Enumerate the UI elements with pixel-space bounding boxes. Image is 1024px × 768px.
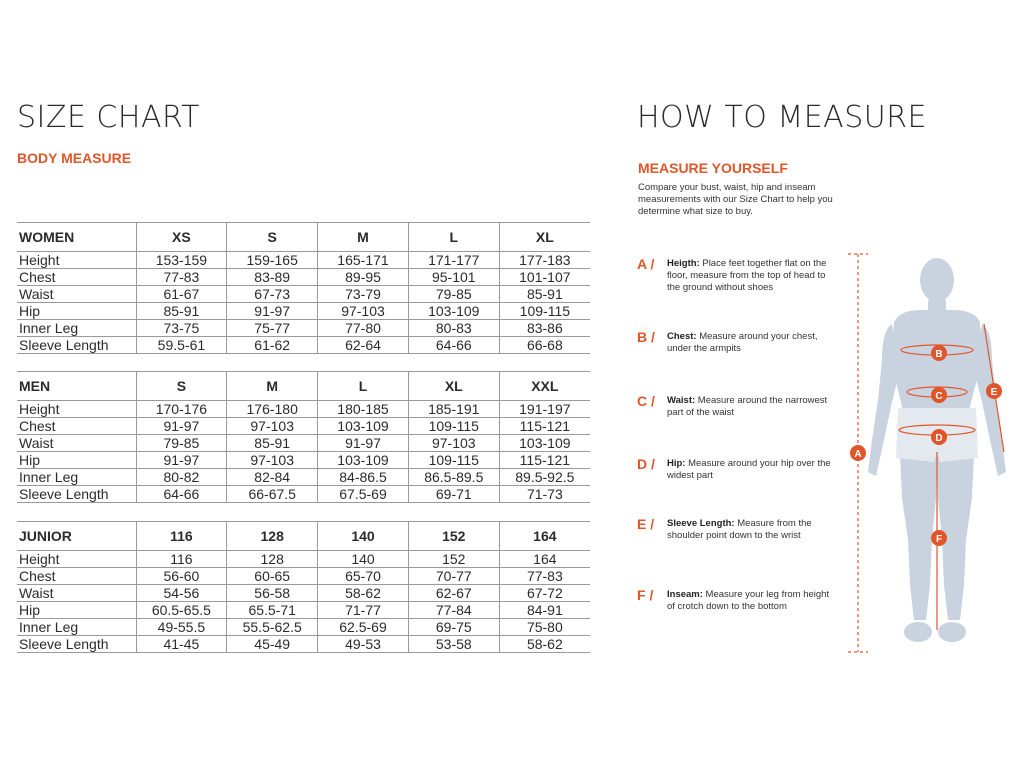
measurement-value: 60-65 (227, 568, 318, 585)
step-letter: C / (637, 393, 655, 409)
marker-d-label: D (935, 433, 943, 444)
table-row (17, 452, 590, 469)
measurement-value: 159-165 (227, 252, 318, 269)
measurement-value: 41-45 (136, 636, 227, 653)
table-row (17, 303, 590, 320)
measurement-value: 91-97 (318, 435, 409, 452)
size-column-header: XL (408, 372, 499, 401)
measurement-label: Chest (17, 269, 136, 286)
measurement-value: 60.5-65.5 (136, 602, 227, 619)
measurement-value: 103-109 (499, 435, 590, 452)
size-column-header: XS (136, 223, 227, 252)
measurement-value: 77-83 (499, 568, 590, 585)
measurement-value: 103-109 (318, 452, 409, 469)
table-row (17, 269, 590, 286)
measurement-value: 66-68 (499, 337, 590, 354)
marker-a-label: A (854, 449, 862, 460)
measurement-label: Sleeve Length (17, 337, 136, 354)
body-measure-subtitle: BODY MEASURE (17, 150, 132, 166)
marker-f-label: F (935, 534, 943, 545)
measurement-value: 73-75 (136, 320, 227, 337)
group-heading: JUNIOR (17, 522, 136, 551)
measurement-value: 109-115 (499, 303, 590, 320)
measurement-label: Sleeve Length (17, 486, 136, 503)
group-heading: WOMEN (17, 223, 136, 252)
step-term: Heigth: (667, 258, 700, 269)
measurement-value: 84-91 (499, 602, 590, 619)
measurement-value: 103-109 (318, 418, 409, 435)
step-description: Measure around your chest, under the armpits (667, 331, 818, 354)
measure-intro-text: Compare your bust, waist, hip and inseam measurements with our Size Chart to help you determine what size to buy. (638, 182, 833, 217)
measurement-value: 79-85 (408, 286, 499, 303)
size-table-junior (17, 521, 590, 653)
size-column-header: 152 (408, 522, 499, 551)
measurement-value: 67.5-69 (318, 486, 409, 503)
measurement-value: 103-109 (408, 303, 499, 320)
measurement-value: 77-84 (408, 602, 499, 619)
measurement-value: 66-67.5 (227, 486, 318, 503)
group-heading: MEN (17, 372, 136, 401)
measurement-label: Hip (17, 452, 136, 469)
measurement-value: 53-58 (408, 636, 499, 653)
measurement-label: Inner Leg (17, 619, 136, 636)
measurement-value: 185-191 (408, 401, 499, 418)
body-measurement-figure (840, 240, 1020, 660)
measurement-value: 64-66 (408, 337, 499, 354)
size-column-header: 164 (499, 522, 590, 551)
step-letter: E / (637, 516, 655, 532)
table-header-row (17, 223, 590, 252)
measurement-value: 84-86.5 (318, 469, 409, 486)
size-column-header: XL (499, 223, 590, 252)
measurement-value: 71-73 (499, 486, 590, 503)
step-term: Sleeve Length: (667, 518, 735, 529)
measurement-value: 49-55.5 (136, 619, 227, 636)
table-row (17, 418, 590, 435)
measurement-value: 64-66 (136, 486, 227, 503)
measurement-label: Sleeve Length (17, 636, 136, 653)
measurement-value: 54-56 (136, 585, 227, 602)
measurement-value: 128 (227, 551, 318, 568)
table-row (17, 320, 590, 337)
size-column-header: 140 (318, 522, 409, 551)
measurement-label: Hip (17, 602, 136, 619)
step-term: Waist: (667, 395, 696, 406)
measurement-value: 97-103 (227, 418, 318, 435)
measurement-value: 62.5-69 (318, 619, 409, 636)
measurement-value: 56-60 (136, 568, 227, 585)
measurement-label: Inner Leg (17, 469, 136, 486)
measurement-value: 95-101 (408, 269, 499, 286)
measurement-value: 69-75 (408, 619, 499, 636)
measurement-value: 153-159 (136, 252, 227, 269)
measurement-value: 77-83 (136, 269, 227, 286)
measurement-value: 191-197 (499, 401, 590, 418)
measurement-label: Height (17, 252, 136, 269)
step-term: Chest: (667, 331, 697, 342)
measurement-value: 89-95 (318, 269, 409, 286)
measurement-label: Height (17, 551, 136, 568)
step-description: Measure around your hip over the widest part (667, 458, 831, 481)
size-column-header: S (136, 372, 227, 401)
measurement-value: 83-89 (227, 269, 318, 286)
measurement-value: 176-180 (227, 401, 318, 418)
table-row (17, 551, 590, 568)
measurement-value: 85-91 (499, 286, 590, 303)
measurement-value: 71-77 (318, 602, 409, 619)
measurement-value: 59.5-61 (136, 337, 227, 354)
measurement-label: Hip (17, 303, 136, 320)
measurement-value: 67-72 (499, 585, 590, 602)
measurement-value: 69-71 (408, 486, 499, 503)
measurement-value: 180-185 (318, 401, 409, 418)
measurement-value: 73-79 (318, 286, 409, 303)
measurement-value: 152 (408, 551, 499, 568)
size-column-header: M (318, 223, 409, 252)
table-row (17, 636, 590, 653)
size-column-header: L (408, 223, 499, 252)
measurement-value: 89.5-92.5 (499, 469, 590, 486)
step-term: Inseam: (667, 589, 703, 600)
marker-e-label: E (990, 387, 998, 398)
measurement-value: 49-53 (318, 636, 409, 653)
measurement-value: 91-97 (227, 303, 318, 320)
measurement-value: 91-97 (136, 452, 227, 469)
table-row (17, 337, 590, 354)
measurement-value: 61-67 (136, 286, 227, 303)
measurement-value: 97-103 (318, 303, 409, 320)
measurement-value: 58-62 (499, 636, 590, 653)
measurement-value: 75-80 (499, 619, 590, 636)
measurement-value: 62-67 (408, 585, 499, 602)
measurement-value: 115-121 (499, 452, 590, 469)
size-table-women (17, 222, 590, 354)
marker-c-label: C (935, 391, 943, 402)
measurement-value: 82-84 (227, 469, 318, 486)
measurement-label: Chest (17, 418, 136, 435)
measurement-value: 115-121 (499, 418, 590, 435)
table-row (17, 435, 590, 452)
step-letter: A / (637, 256, 655, 272)
measurement-value: 91-97 (136, 418, 227, 435)
size-column-header: 128 (227, 522, 318, 551)
measurement-value: 101-107 (499, 269, 590, 286)
size-column-header: M (227, 372, 318, 401)
measurement-value: 97-103 (227, 452, 318, 469)
step-description: Measure from the shoulder point down to the wrist (667, 518, 812, 541)
how-to-measure-title: HOW TO MEASURE (637, 100, 928, 135)
table-row (17, 286, 590, 303)
size-column-header: XXL (499, 372, 590, 401)
table-row (17, 585, 590, 602)
measurement-value: 65-70 (318, 568, 409, 585)
step-letter: B / (637, 329, 655, 345)
step-description: Measure around the narrowest part of the waist (667, 395, 828, 418)
step-letter: F / (637, 587, 654, 603)
size-column-header: 116 (136, 522, 227, 551)
measurement-value: 58-62 (318, 585, 409, 602)
size-column-header: S (227, 223, 318, 252)
measurement-value: 80-83 (408, 320, 499, 337)
measurement-label: Waist (17, 286, 136, 303)
measurement-value: 62-64 (318, 337, 409, 354)
measurement-value: 109-115 (408, 418, 499, 435)
table-row (17, 469, 590, 486)
measurement-value: 77-80 (318, 320, 409, 337)
measurement-value: 83-86 (499, 320, 590, 337)
measurement-value: 61-62 (227, 337, 318, 354)
measurement-value: 140 (318, 551, 409, 568)
measure-yourself-subtitle: MEASURE YOURSELF (638, 160, 788, 176)
size-column-header: L (318, 372, 409, 401)
measurement-value: 177-183 (499, 252, 590, 269)
measurement-label: Inner Leg (17, 320, 136, 337)
measurement-value: 45-49 (227, 636, 318, 653)
measurement-value: 85-91 (136, 303, 227, 320)
measurement-value: 65.5-71 (227, 602, 318, 619)
measurement-value: 170-176 (136, 401, 227, 418)
step-term: Hip: (667, 458, 686, 469)
step-description: Place feet together flat on the floor, measure from the top of head to the ground without shoes (667, 258, 827, 293)
table-row (17, 619, 590, 636)
table-row (17, 568, 590, 585)
step-letter: D / (637, 456, 655, 472)
measurement-value: 70-77 (408, 568, 499, 585)
table-row (17, 602, 590, 619)
measurement-value: 85-91 (227, 435, 318, 452)
measurement-value: 56-58 (227, 585, 318, 602)
measurement-value: 109-115 (408, 452, 499, 469)
measurement-value: 79-85 (136, 435, 227, 452)
measurement-value: 80-82 (136, 469, 227, 486)
measurement-value: 164 (499, 551, 590, 568)
measurement-label: Waist (17, 585, 136, 602)
measurement-value: 165-171 (318, 252, 409, 269)
measurement-value: 86.5-89.5 (408, 469, 499, 486)
measurement-value: 97-103 (408, 435, 499, 452)
table-row (17, 401, 590, 418)
size-table-men (17, 371, 590, 503)
measurement-label: Height (17, 401, 136, 418)
measurement-value: 55.5-62.5 (227, 619, 318, 636)
marker-b-label: B (935, 349, 943, 360)
table-header-row (17, 372, 590, 401)
measurement-value: 67-73 (227, 286, 318, 303)
measurement-value: 171-177 (408, 252, 499, 269)
step-description: Measure your leg from height of crotch down to the bottom (667, 589, 830, 612)
measurement-label: Chest (17, 568, 136, 585)
table-row (17, 252, 590, 269)
table-header-row (17, 522, 590, 551)
measurement-label: Waist (17, 435, 136, 452)
measurement-value: 116 (136, 551, 227, 568)
table-row (17, 486, 590, 503)
size-chart-title: SIZE CHART (17, 100, 200, 135)
measurement-value: 75-77 (227, 320, 318, 337)
